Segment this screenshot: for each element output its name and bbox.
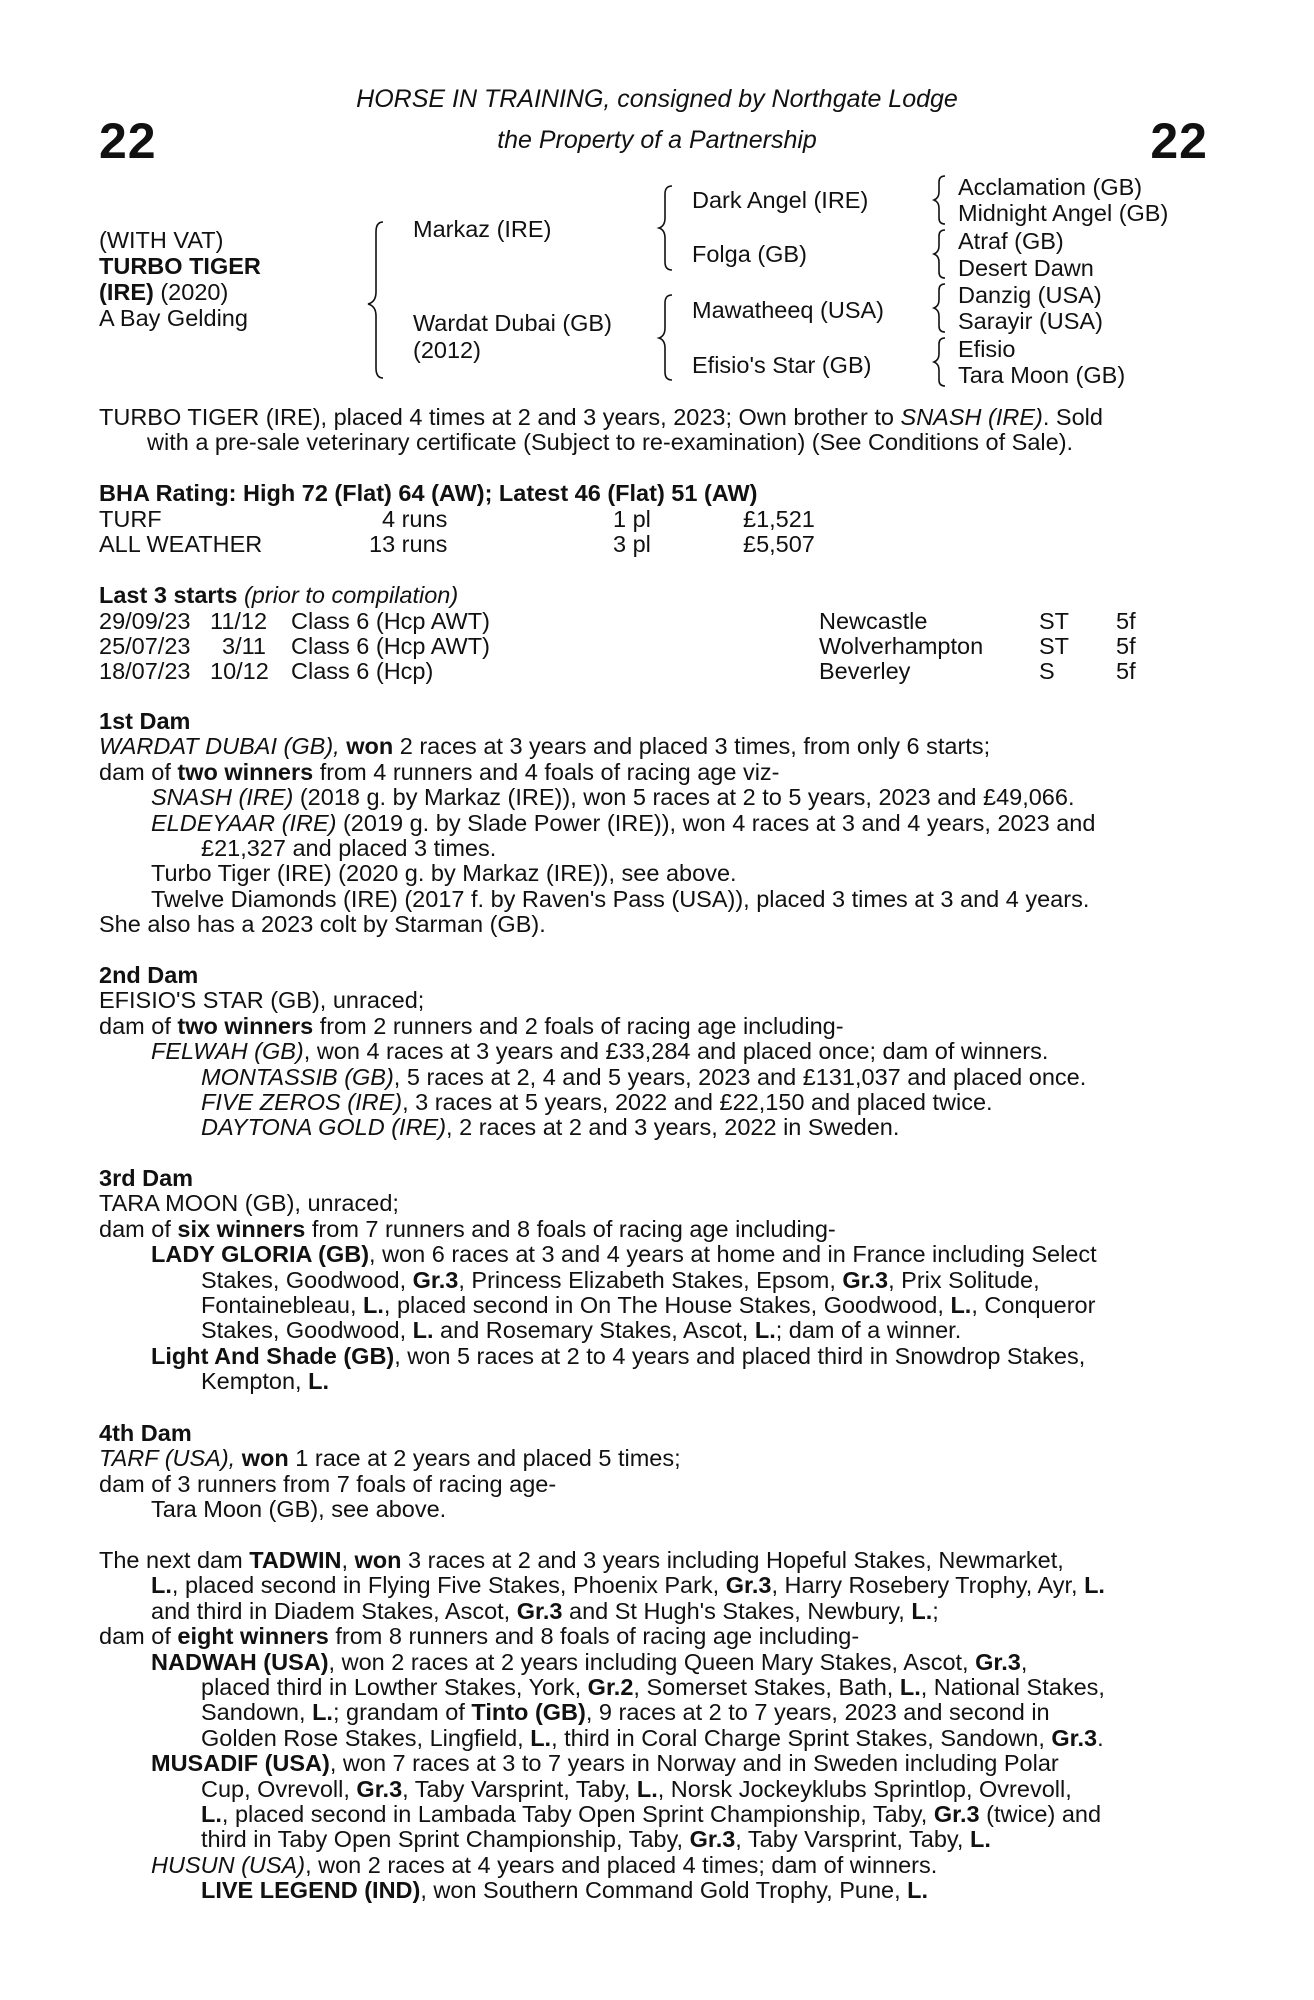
first-dam-title: 1st Dam (99, 708, 191, 734)
third-dam-line: dam of six winners from 7 runners and 8 foals of racing age including- (99, 1215, 836, 1242)
second-dam-line: FIVE ZEROS (IRE), 3 races at 5 years, 2022 and £22,150 and placed twice. (201, 1089, 993, 1116)
first-dam-line: WARDAT DUBAI (GB), won 2 races at 3 years and placed 3 times, from only 6 starts; (99, 733, 991, 760)
fourth-dam-line: Tara Moon (GB), see above. (151, 1496, 447, 1523)
header-consignor: HORSE IN TRAINING, consigned by Northgate Lodge (356, 85, 958, 113)
rating-title: BHA Rating: High 72 (Flat) 64 (AW); Latest 46 (Flat) 51 (AW) (99, 480, 758, 506)
third-dam-line: Fontainebleau, L., placed second in On The House Stakes, Goodwood, L., Conqueror (201, 1292, 1096, 1319)
pedigree-gen3-8: Tara Moon (GB) (958, 362, 1126, 388)
fourth-dam-line: dam of 3 runners from 7 foals of racing age- (99, 1470, 557, 1497)
pedigree-dam-sire: Mawatheeq (USA) (692, 297, 884, 323)
third-dam-section (99, 1166, 1204, 1395)
first-dam-line: Turbo Tiger (IRE) (2020 g. by Markaz (IRE)), see above. (151, 860, 737, 887)
third-dam-line: Kempton, L. (201, 1368, 330, 1395)
pedigree-dam-dam: Efisio's Star (GB) (692, 352, 872, 378)
summary (99, 405, 1204, 456)
header-property: the Property of a Partnership (497, 126, 817, 154)
second-dam-line: EFISIO'S STAR (GB), unraced; (99, 987, 425, 1014)
first-dam-line: Twelve Diamonds (IRE) (2017 f. by Raven's Pass (USA)), placed 3 times at 3 and 4 years. (151, 885, 1090, 912)
first-dam-line: ELDEYAAR (IRE) (2019 g. by Slade Power (IRE)), won 4 races at 3 and 4 years, 2023 and (151, 809, 1096, 836)
pedigree-gen3-1: Acclamation (GB) (958, 174, 1143, 200)
pedigree-sire: Markaz (IRE) (413, 216, 552, 242)
summary-line-1: TURBO TIGER (IRE), placed 4 times at 2 and 3 years, 2023; Own brother to SNASH (IRE). Sold (99, 404, 1103, 430)
pedigree-gen3-4: Desert Dawn (958, 255, 1094, 281)
third-dam-line: Stakes, Goodwood, L. and Rosemary Stakes, Ascot, L.; dam of a winner. (201, 1317, 962, 1344)
fourth-dam-section (99, 1421, 1204, 1523)
pedigree-dam: Wardat Dubai (GB) (413, 310, 612, 336)
pedigree-gen3-3: Atraf (GB) (958, 228, 1064, 254)
third-dam-line: Light And Shade (GB), won 5 races at 2 to 4 years and placed third in Snowdrop Stakes, (151, 1342, 1086, 1369)
third-dam-line: TARA MOON (GB), unraced; (99, 1190, 399, 1217)
next-dam-line: The next dam TADWIN, won 3 races at 2 and 3 years including Hopeful Stakes, Newmarket, (99, 1547, 1064, 1573)
lot-number-left: 22 (99, 113, 157, 169)
next-dam-section (99, 1548, 1204, 1904)
pedigree-sire-dam: Folga (GB) (692, 241, 807, 267)
vat-note: (WITH VAT) (99, 227, 224, 253)
third-dam-line: LADY GLORIA (GB), won 6 races at 3 and 4 years at home and in France including Select (151, 1241, 1097, 1268)
next-dam-line: placed third in Lowther Stakes, York, Gr.2, Somerset Stakes, Bath, L., National Stakes, (201, 1674, 1105, 1701)
next-dam-line: LIVE LEGEND (IND), won Southern Command Gold Trophy, Pune, L. (201, 1877, 929, 1904)
next-dam-line: L., placed second in Lambada Taby Open Sprint Championship, Taby, Gr.3 (twice) and (201, 1801, 1102, 1828)
horse-name: TURBO TIGER (99, 253, 261, 279)
second-dam-line: MONTASSIB (GB), 5 races at 2, 4 and 5 years, 2023 and £131,037 and placed once. (201, 1063, 1087, 1090)
next-dam-line: NADWAH (USA), won 2 races at 2 years including Queen Mary Stakes, Ascot, Gr.3, (151, 1648, 1028, 1675)
next-dam-line: MUSADIF (USA), won 7 races at 3 to 7 years in Norway and in Sweden including Polar (151, 1750, 1059, 1777)
first-dam-line: £21,327 and placed 3 times. (201, 835, 497, 862)
first-dam-line: SNASH (IRE) (2018 g. by Markaz (IRE)), won 5 races at 2 to 5 years, 2023 and £49,066. (151, 784, 1075, 811)
fourth-dam-line: TARF (USA), won 1 race at 2 years and placed 5 times; (99, 1445, 681, 1472)
third-dam-line: Stakes, Goodwood, Gr.3, Princess Elizabeth Stakes, Epsom, Gr.3, Prix Solitude, (201, 1266, 1040, 1293)
pedigree-sire-sire: Dark Angel (IRE) (692, 187, 869, 213)
fourth-dam-title: 4th Dam (99, 1420, 192, 1446)
next-dam-line: Sandown, L.; grandam of Tinto (GB), 9 races at 2 to 7 years, 2023 and second in (201, 1699, 1050, 1726)
second-dam-line: dam of two winners from 2 runners and 2 foals of racing age including- (99, 1012, 844, 1039)
pedigree-gen3-6: Sarayir (USA) (958, 308, 1103, 334)
pedigree-gen3-7: Efisio (958, 336, 1016, 362)
next-dam-line: dam of eight winners from 8 runners and 8 foals of racing age including- (99, 1623, 860, 1650)
second-dam-line: DAYTONA GOLD (IRE), 2 races at 2 and 3 years, 2022 in Sweden. (201, 1114, 900, 1141)
second-dam-line: FELWAH (GB), won 4 races at 3 years and £33,284 and placed once; dam of winners. (151, 1038, 1049, 1065)
first-dam-section (99, 709, 1204, 938)
next-dam-line: third in Taby Open Sprint Championship, Taby, Gr.3, Taby Varsprint, Taby, L. (201, 1826, 991, 1853)
lot-number-right: 22 (1150, 113, 1208, 169)
first-dam-line: She also has a 2023 colt by Starman (GB). (99, 911, 546, 938)
next-dam-line: Cup, Ovrevoll, Gr.3, Taby Varsprint, Taby, L., Norsk Jockeyklubs Sprintlop, Ovrevoll, (201, 1775, 1072, 1802)
horse-year: (2020) (153, 279, 229, 305)
summary-line-2: with a pre-sale veterinary certificate (Subject to re-examination) (See Conditions of Sale). (147, 429, 1074, 456)
next-dam-line: Golden Rose Stakes, Lingfield, L., third in Coral Charge Sprint Stakes, Sandown, Gr.3. (201, 1724, 1104, 1751)
next-dam-line: L., placed second in Flying Five Stakes, Phoenix Park, Gr.3, Harry Rosebery Trophy, Ayr, L. (151, 1572, 1105, 1599)
horse-country: (IRE) (99, 279, 154, 305)
pedigree-dam-year: (2012) (413, 337, 481, 363)
next-dam-line: HUSUN (USA), won 2 races at 4 years and placed 4 times; dam of winners. (151, 1851, 938, 1878)
next-dam-line: and third in Diadem Stakes, Ascot, Gr.3 and St Hugh's Stakes, Newbury, L.; (151, 1597, 939, 1624)
pedigree-gen3-2: Midnight Angel (GB) (958, 200, 1169, 226)
pedigree-gen3-5: Danzig (USA) (958, 282, 1102, 308)
first-dam-line: dam of two winners from 4 runners and 4 foals of racing age viz- (99, 758, 780, 785)
horse-description: A Bay Gelding (99, 305, 248, 331)
second-dam-section (99, 963, 1204, 1141)
third-dam-title: 3rd Dam (99, 1165, 194, 1191)
starts-title: Last 3 starts (prior to compilation) (99, 582, 459, 608)
second-dam-title: 2nd Dam (99, 962, 199, 988)
